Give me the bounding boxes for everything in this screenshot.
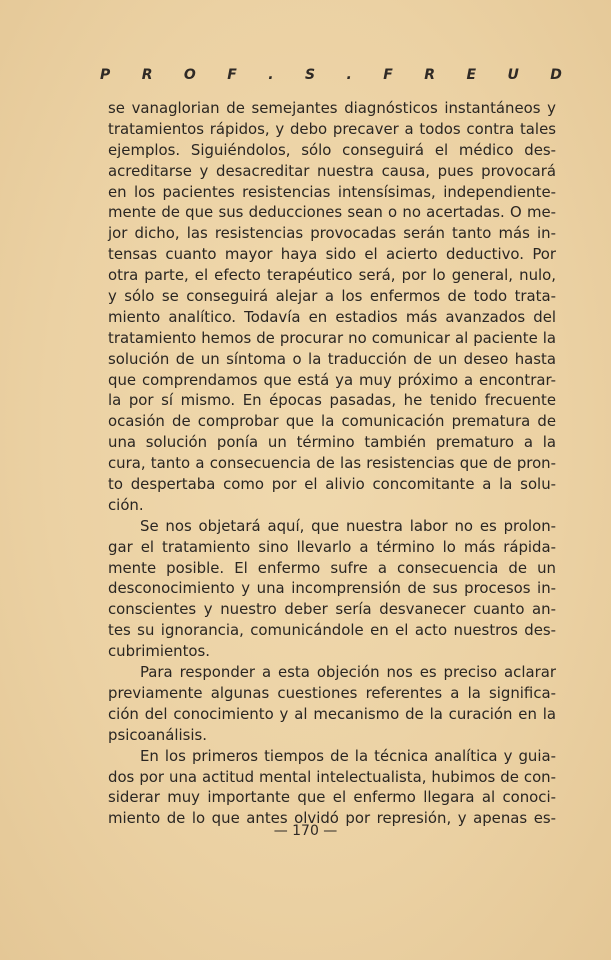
text-line: tratamientos rápidos, y debo precaver a todos contra tales (108, 119, 556, 138)
running-head-letter: P (100, 67, 111, 83)
text-line: En los primeros tiempos de la técnica analítica y guia- (140, 746, 556, 765)
text-line: otra parte, el efecto terapéutico será, por lo general, nulo, (108, 266, 556, 285)
text-line: cura, tanto a consecuencia de las resistencias que de pron- (108, 454, 556, 473)
text-line: tratamiento hemos de procurar no comunicar al paciente la (108, 328, 556, 347)
text-line: ejemplos. Siguiéndolos, sólo conseguirá el médico des- (108, 140, 556, 159)
text-line: tensas cuanto mayor haya sido el acierto deductivo. Por (108, 245, 556, 264)
text-line: mente posible. El enfermo sufre a consecuencia de un (108, 558, 556, 577)
text-line: previamente algunas cuestiones referentes a la significa- (108, 683, 556, 702)
text-line: ción del conocimiento y al mecanismo de la curación en la (108, 704, 556, 723)
text-line: to despertaba como por el alivio concomitante a la solu- (108, 475, 556, 494)
text-line: Para responder a esta objeción nos es preciso aclarar (140, 663, 556, 682)
running-head-letter: . (268, 67, 274, 83)
running-head-letter: R (424, 67, 436, 83)
text-line: en los pacientes resistencias intensísimas, independiente- (108, 182, 556, 201)
running-head-letter: F (227, 67, 237, 83)
running-head-letter: O (183, 67, 196, 83)
running-head-letter: E (466, 67, 477, 83)
text-line: miento analítico. Todavía en estadios más avanzados del (108, 307, 556, 326)
body-text (108, 98, 556, 829)
text-line: conscientes y nuestro deber sería desvanecer cuanto an- (108, 600, 556, 619)
text-line: gar el tratamiento sino llevarlo a término lo más rápida- (108, 537, 556, 556)
text-line: tes su ignorancia, comunicándole en el acto nuestros des- (108, 621, 556, 640)
text-line: psicoanálisis. (108, 725, 207, 744)
text-line: solución de un síntoma o la traducción de un deseo hasta (108, 349, 556, 368)
text-line: dos por una actitud mental intelectualista, hubimos de con- (108, 767, 556, 786)
text-line: que comprendamos que está ya muy próximo a encontrar- (108, 370, 556, 389)
text-line: se vanaglorian de semejantes diagnósticos instantáneos y (108, 99, 556, 117)
text-line: siderar muy importante que el enfermo llegara al conoci- (108, 788, 556, 807)
text-line: Se nos objetará aquí, que nuestra labor no es prolon- (140, 516, 556, 535)
text-line: acreditarse y desacreditar nuestra causa, pues provocará (108, 161, 556, 180)
running-head-letter: . (346, 67, 352, 83)
running-head-letter: R (141, 67, 153, 83)
text-line: la por sí mismo. En épocas pasadas, he tenido frecuente (108, 391, 556, 410)
running-head-letter: S (304, 67, 316, 83)
text-line: y sólo se conseguirá alejar a los enfermos de todo trata- (108, 287, 556, 306)
text-line: jor dicho, las resistencias provocadas serán tanto más in- (108, 224, 556, 243)
text-line: cubrimientos. (108, 642, 211, 661)
running-head-letter: F (383, 67, 393, 83)
page-number: — 170 — (273, 823, 338, 839)
running-head-letter: U (507, 67, 519, 83)
text-line: desconocimiento y una incomprensión de sus procesos in- (108, 579, 556, 598)
text-line: una solución ponía un término también prematuro a la (108, 433, 556, 452)
text-line: ocasión de comprobar que la comunicación prematura de (108, 412, 556, 431)
running-head (100, 64, 562, 86)
text-line: ción. (108, 495, 144, 514)
text-line: mente de que sus deducciones sean o no acertadas. O me- (108, 203, 556, 222)
running-head-letter: D (550, 67, 562, 83)
text-line: miento de lo que antes olvidó por represión, y apenas es- (108, 809, 556, 828)
